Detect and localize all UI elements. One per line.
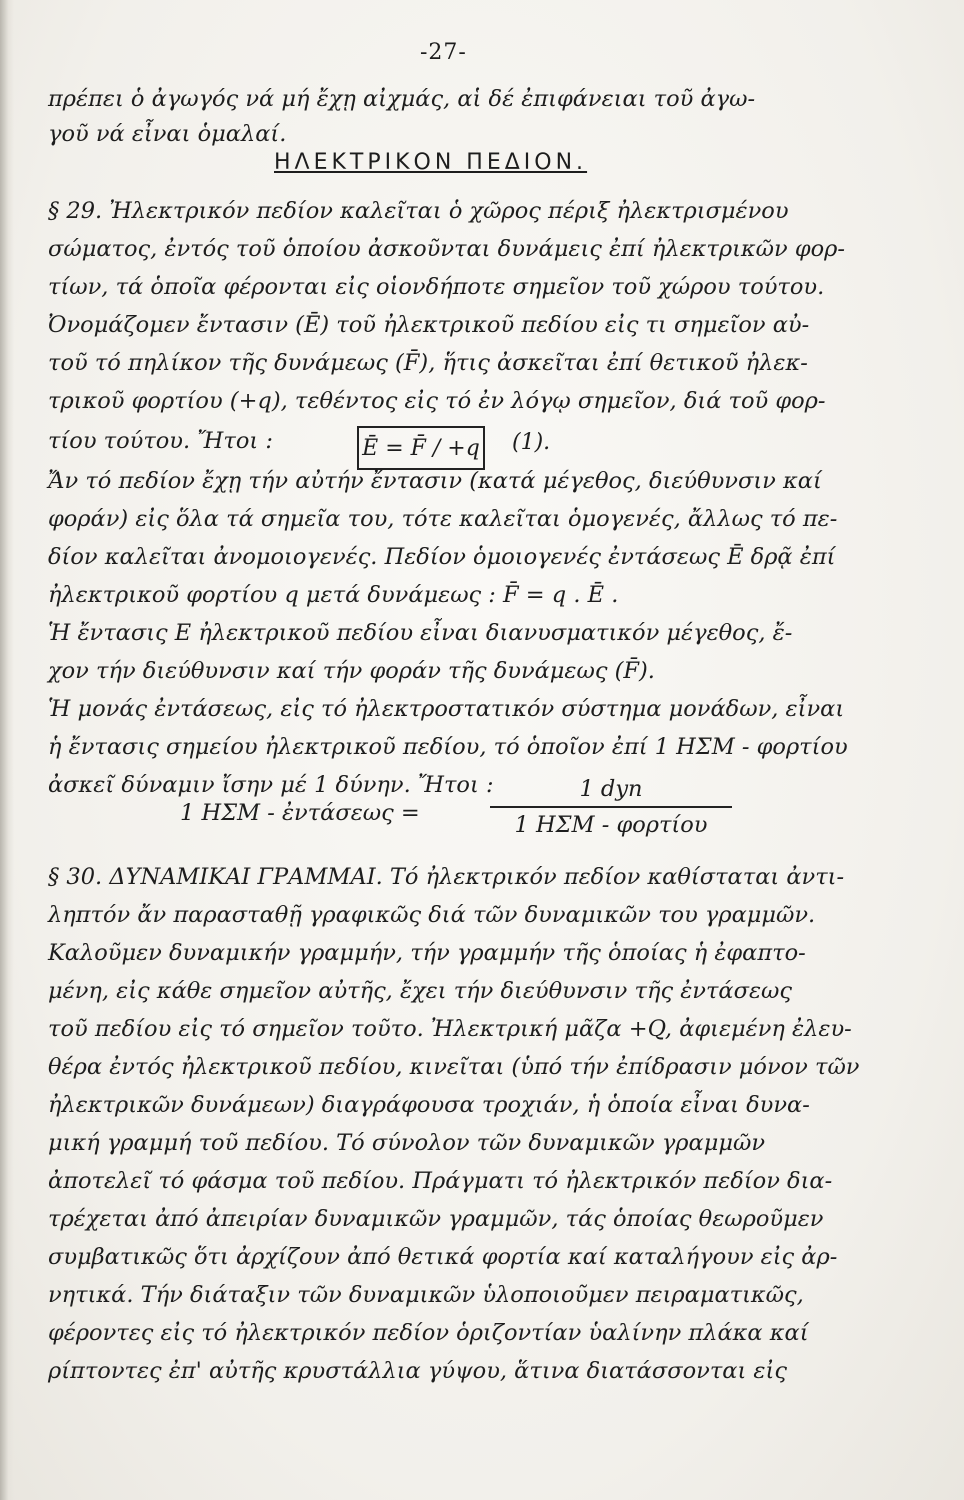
- field-intensity-formula: Ē = F̄ / +q: [357, 426, 485, 470]
- text-line: Ὀνομάζομεν ἔντασιν (Ē) τοῦ ἠλεκτρικοῦ πεδίου εἰς τι σημεῖον αὐ-: [48, 312, 810, 338]
- text-line: τοῦ πεδίου εἰς τό σημεῖον τοῦτο. Ἠλεκτρική μᾶζα +Q, ἀφιεμένη ἐλευ-: [48, 1016, 852, 1042]
- text-line: ἠλεκτρικοῦ φορτίου q μετά δυνάμεως : F̄ = q . Ē .: [48, 582, 619, 608]
- text-line: τρέχεται ἀπό ἀπειρίαν δυναμικῶν γραμμῶν, τάς ὁποίας θεωροῦμεν: [48, 1206, 824, 1232]
- text-line: φοράν) εἰς ὅλα τά σημεῖα του, τότε καλεῖται ὁμογενές, ἄλλως τό πε-: [48, 506, 838, 532]
- text-line: νητικά. Τήν διάταξιν τῶν δυναμικῶν ὑλοποιοῦμεν πειραματικῶς,: [48, 1282, 804, 1308]
- text-line: Ἡ ἔντασις E ἠλεκτρικοῦ πεδίου εἶναι διανυσματικόν μέγεθος, ἔ-: [48, 620, 793, 646]
- page-number: -27-: [420, 40, 467, 65]
- text-line: δίον καλεῖται ἀνομοιογενές. Πεδίον ὁμοιογενές ἐντάσεως Ē δρᾷ ἐπί: [48, 544, 836, 570]
- text-line: ληπτόν ἄν παρασταθῇ γραφικῶς διά τῶν δυναμικῶν του γραμμῶν.: [48, 902, 816, 928]
- text-line: φέροντες εἰς τό ἠλεκτρικόν πεδίον ὁριζοντίαν ὑαλίνην πλάκα καί: [48, 1320, 809, 1346]
- text-line: μική γραμμή τοῦ πεδίου. Τό σύνολον τῶν δυναμικῶν γραμμῶν: [48, 1130, 766, 1156]
- page-edge-shadow: [0, 0, 14, 1500]
- text-line: θέρα ἐντός ἠλεκτρικοῦ πεδίου, κινεῖται (ὑπό τήν ἐπίδρασιν μόνον τῶν: [48, 1054, 860, 1080]
- text-line: μένη, εἰς κάθε σημεῖον αὐτῆς, ἔχει τήν διεύθυνσιν τῆς ἐντάσεως: [48, 978, 792, 1004]
- text-line: τοῦ τό πηλίκον τῆς δυνάμεως (F̄), ἥτις ἀσκεῖται ἐπί θετικοῦ ἠλεκ-: [48, 350, 808, 376]
- text-line: ἀσκεῖ δύναμιν ἴσην μέ 1 δύνην. Ἤτοι :: [48, 772, 494, 798]
- text-line: τρικοῦ φορτίου (+q), τεθέντος εἰς τό ἐν λόγῳ σημεῖον, διά τοῦ φορ-: [48, 388, 826, 414]
- text-line: § 30. ΔΥΝΑΜΙΚΑΙ ΓΡΑΜΜΑΙ. Τό ἠλεκτρικόν πεδίον καθίσταται ἀντι-: [48, 864, 845, 890]
- text-line: πρέπει ὁ ἀγωγός νά μή ἔχῃ αἰχμάς, αἱ δέ ἐπιφάνειαι τοῦ ἀγω-: [48, 86, 756, 112]
- text-line: χον τήν διεύθυνσιν καί τήν φοράν τῆς δυνάμεως (F̄).: [48, 658, 655, 684]
- text-line: τίων, τά ὁποῖα φέρονται εἰς οἱονδήποτε σημεῖον τοῦ χώρου τούτου.: [48, 274, 825, 300]
- formula-number: (1).: [512, 430, 551, 455]
- text-line: τίου τούτου. Ἤτοι :: [48, 428, 273, 454]
- text-line: Ἡ μονάς ἐντάσεως, εἰς τό ἠλεκτροστατικόν σύστημα μονάδων, εἶναι: [48, 696, 845, 722]
- text-line: ἡ ἔντασις σημείου ἠλεκτρικοῦ πεδίου, τό ὁποῖον ἐπί 1 ΗΣΜ - φορτίου: [48, 734, 848, 760]
- text-line: γοῦ νά εἶναι ὁμαλαί.: [48, 121, 287, 147]
- text-line: Ἄν τό πεδίον ἔχῃ τήν αὐτήν ἔντασιν (κατά μέγεθος, διεύθυνσιν καί: [48, 468, 822, 494]
- text-line: § 29. Ἠλεκτρικόν πεδίον καλεῖται ὁ χῶρος πέριξ ἠλεκτρισμένου: [48, 198, 789, 224]
- section-heading: ΗΛΕΚΤΡΙΚΟΝ ΠΕΔΙΟΝ.: [274, 150, 588, 175]
- text-line: συμβατικῶς ὅτι ἀρχίζουν ἀπό θετικά φορτία καί καταλήγουν εἰς ἀρ-: [48, 1244, 838, 1270]
- fraction-numerator: 1 dyn: [490, 776, 732, 808]
- unit-formula-fraction: [490, 776, 732, 838]
- fraction-denominator: 1 ΗΣΜ - φορτίου: [514, 812, 708, 838]
- text-line: ρίπτοντες ἐπ' αὐτῆς κρυστάλλια γύψου, ἅτινα διατάσσονται εἰς: [48, 1358, 787, 1384]
- unit-formula-label: 1 ΗΣΜ - ἐντάσεως =: [180, 800, 420, 826]
- text-line: ἀποτελεῖ τό φάσμα τοῦ πεδίου. Πράγματι τό ἠλεκτρικόν πεδίον δια-: [48, 1168, 833, 1194]
- text-line: Καλοῦμεν δυναμικήν γραμμήν, τήν γραμμήν τῆς ὁποίας ἡ ἐφαπτο-: [48, 940, 806, 966]
- text-line: σώματος, ἐντός τοῦ ὁποίου ἀσκοῦνται δυνάμεις ἐπί ἠλεκτρικῶν φορ-: [48, 236, 845, 262]
- text-line: ἠλεκτρικῶν δυνάμεων) διαγράφουσα τροχιάν, ἡ ὁποία εἶναι δυνα-: [48, 1092, 810, 1118]
